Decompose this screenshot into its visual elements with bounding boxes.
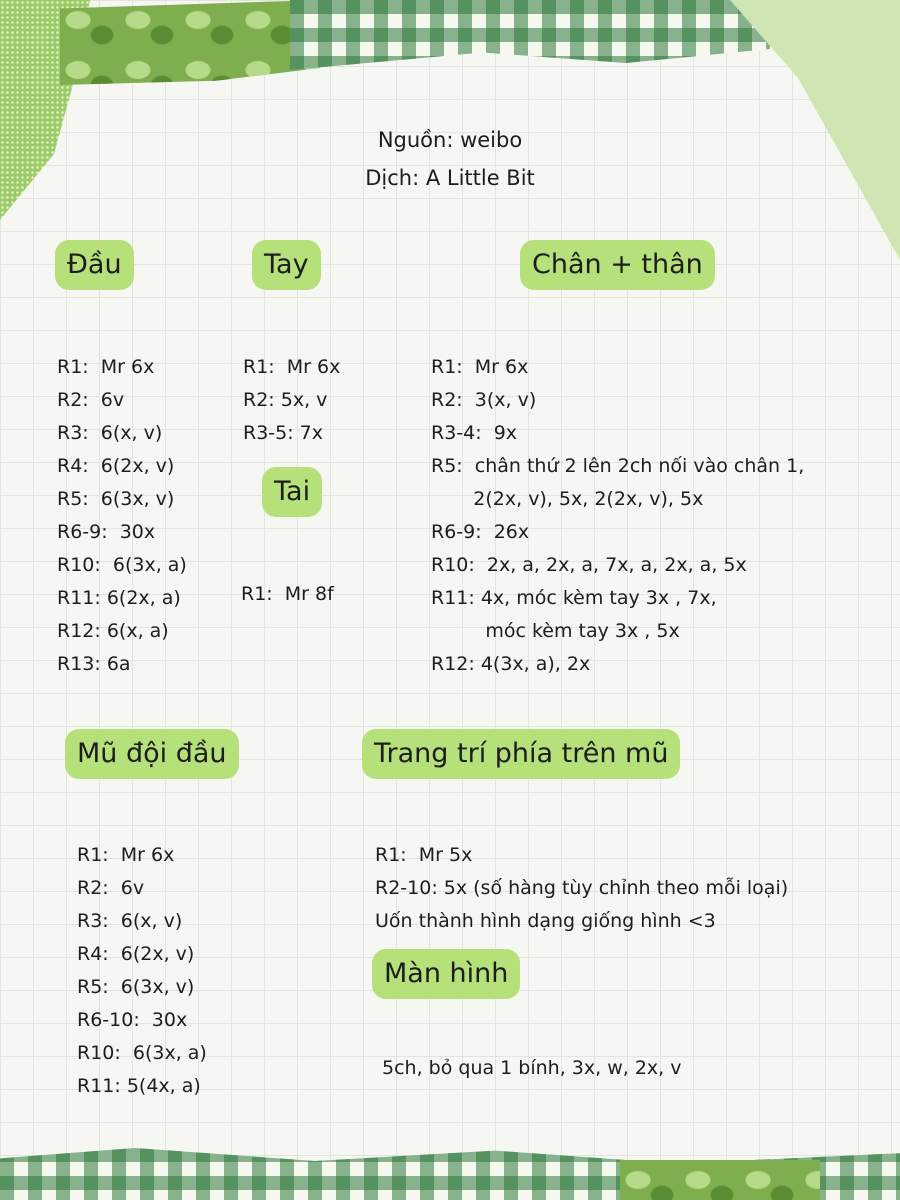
row: R5: 6(3x, v) bbox=[57, 488, 175, 510]
row: R2: 6v bbox=[57, 389, 125, 411]
row: R5: chân thứ 2 lên 2ch nối vào chân 1, bbox=[431, 455, 805, 477]
row: Uốn thành hình dạng giống hình <3 bbox=[375, 910, 716, 932]
row: R6-9: 26x bbox=[431, 521, 530, 543]
trang-tri-rows bbox=[375, 806, 788, 938]
row: R6-10: 30x bbox=[77, 1009, 188, 1031]
row: R6-9: 30x bbox=[57, 521, 156, 543]
heading-dau: Đầu bbox=[55, 240, 134, 290]
row: R1: Mr 6x bbox=[77, 844, 175, 866]
row: R3: 6(x, v) bbox=[57, 422, 163, 444]
heading-mu: Mũ đội đầu bbox=[65, 729, 239, 779]
heading-trang-tri: Trang trí phía trên mũ bbox=[362, 729, 680, 779]
row: 2(2x, v), 5x, 2(2x, v), 5x bbox=[431, 488, 704, 510]
row: 5ch, bỏ qua 1 bính, 3x, w, 2x, v bbox=[382, 1057, 682, 1079]
heading-tay: Tay bbox=[252, 240, 321, 290]
row: R1: Mr 8f bbox=[241, 583, 334, 605]
row: R11: 4x, móc kèm tay 3x , 7x, bbox=[431, 587, 717, 609]
tai-rows bbox=[241, 545, 334, 611]
heading-chan-than: Chân + thân bbox=[520, 240, 715, 290]
row: R1: Mr 6x bbox=[243, 356, 341, 378]
row: R11: 6(2x, a) bbox=[57, 587, 181, 609]
row: R10: 6(3x, a) bbox=[77, 1042, 207, 1064]
row: R1: Mr 6x bbox=[57, 356, 155, 378]
row: R11: 5(4x, a) bbox=[77, 1075, 201, 1097]
row: R2: 6v bbox=[77, 877, 145, 899]
row: R3: 6(x, v) bbox=[77, 910, 183, 932]
row: móc kèm tay 3x , 5x bbox=[431, 620, 680, 642]
leaf-tape-bottom bbox=[620, 1160, 820, 1200]
heading-man-hinh: Màn hình bbox=[372, 949, 520, 999]
row: R13: 6a bbox=[57, 653, 131, 675]
row: R2: 3(x, v) bbox=[431, 389, 537, 411]
translator-credit: Dịch: A Little Bit bbox=[365, 166, 535, 190]
gingham-tape-top bbox=[290, 0, 770, 70]
row: R10: 2x, a, 2x, a, 7x, a, 2x, a, 5x bbox=[431, 554, 747, 576]
row: R2: 5x, v bbox=[243, 389, 328, 411]
row: R5: 6(3x, v) bbox=[77, 976, 195, 998]
tay-rows bbox=[243, 318, 340, 450]
row: R1: Mr 6x bbox=[431, 356, 529, 378]
row: R3-5: 7x bbox=[243, 422, 324, 444]
row: R10: 6(3x, a) bbox=[57, 554, 187, 576]
man-hinh-rows bbox=[382, 1019, 681, 1085]
row: R12: 6(x, a) bbox=[57, 620, 169, 642]
row: R1: Mr 5x bbox=[375, 844, 473, 866]
dau-rows bbox=[57, 318, 187, 681]
row: R12: 4(3x, a), 2x bbox=[431, 653, 591, 675]
leaf-tape-decoration bbox=[60, 0, 320, 85]
row: R4: 6(2x, v) bbox=[57, 455, 175, 477]
heading-tai: Tai bbox=[262, 467, 322, 517]
row: R4: 6(2x, v) bbox=[77, 943, 195, 965]
source-credit: Nguồn: weibo bbox=[377, 128, 523, 152]
row: R2-10: 5x (số hàng tùy chỉnh theo mỗi loại) bbox=[375, 877, 789, 899]
row: R3-4: 9x bbox=[431, 422, 518, 444]
mu-rows bbox=[77, 806, 207, 1103]
chan-than-rows bbox=[431, 318, 804, 681]
